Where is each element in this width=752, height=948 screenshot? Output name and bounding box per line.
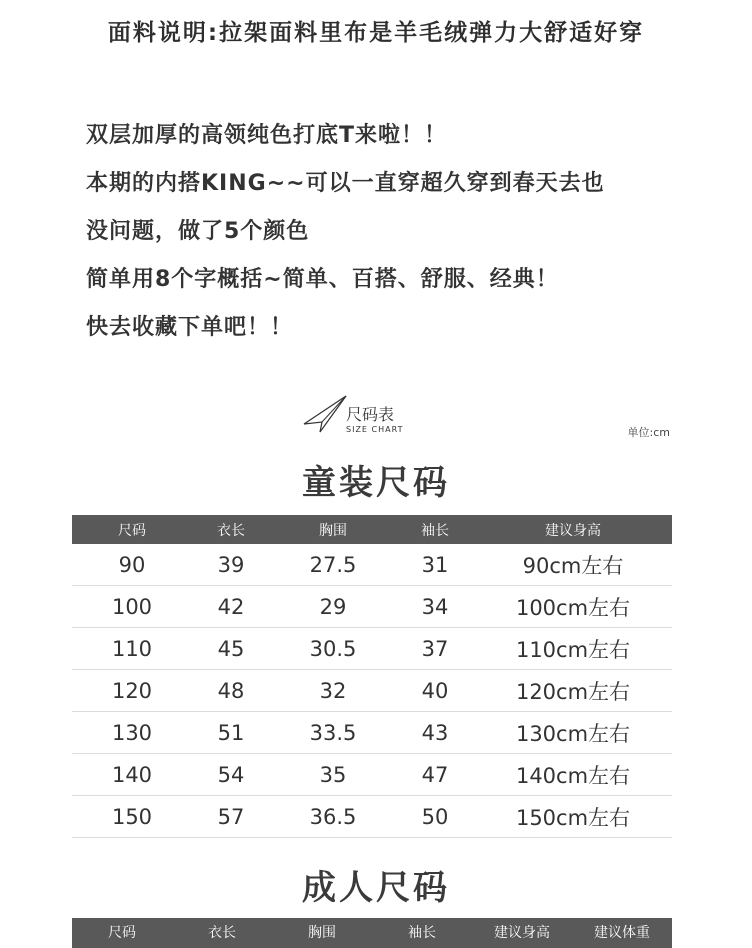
adult-size-title: 成人尺码 [302,868,450,908]
cell-size: 150 [72,796,192,838]
adult-table-header [72,918,672,948]
table-row [72,796,672,838]
cell-sleeve: 50 [396,796,474,838]
col-chest: 胸围 [270,515,396,544]
cell-height: 130cm左右 [474,712,672,754]
promo-line-3: 没问题，做了5个颜色 [86,219,310,244]
cell-sleeve: 31 [396,544,474,586]
size-chart-title: 尺码表 [346,405,395,424]
cell-chest: 33.5 [270,712,396,754]
cell-size: 120 [72,670,192,712]
kids-size-table [72,515,672,838]
adult-col-chest: 胸围 [308,925,336,941]
promo-line-2: 本期的内搭KING~~可以一直穿超久穿到春天去也 [86,171,605,196]
promo-line-4: 简单用8个字概括~简单、百搭、舒服、经典！ [86,267,559,292]
cell-length: 51 [192,712,270,754]
size-chart-subtitle: SIZE CHART [346,425,404,434]
table-header-row [72,515,672,544]
table-row [72,670,672,712]
cell-chest: 29 [270,586,396,628]
cell-length: 48 [192,670,270,712]
adult-col-weight: 建议体重 [594,925,650,941]
cell-size: 130 [72,712,192,754]
cell-height: 100cm左右 [474,586,672,628]
cell-chest: 36.5 [270,796,396,838]
cell-length: 54 [192,754,270,796]
table-row [72,712,672,754]
kids-size-title: 童装尺码 [302,463,450,503]
cell-height: 150cm左右 [474,796,672,838]
cell-size: 90 [72,544,192,586]
cell-sleeve: 43 [396,712,474,754]
adult-col-size: 尺码 [108,925,136,941]
cell-sleeve: 34 [396,586,474,628]
col-sleeve: 袖长 [396,515,474,544]
paper-plane-icon [302,394,348,434]
cell-length: 45 [192,628,270,670]
promo-line-1: 双层加厚的高领纯色打底T来啦！！ [86,123,448,148]
cell-size: 140 [72,754,192,796]
cell-length: 42 [192,586,270,628]
cell-size: 110 [72,628,192,670]
cell-height: 110cm左右 [474,628,672,670]
table-row [72,754,672,796]
cell-sleeve: 37 [396,628,474,670]
adult-col-sleeve: 袖长 [408,925,436,941]
cell-size: 100 [72,586,192,628]
promo-line-5: 快去收藏下单吧！！ [86,315,294,340]
adult-col-height: 建议身高 [494,925,550,941]
adult-col-length: 衣长 [208,925,236,941]
size-chart-header [302,394,432,440]
unit-label: 单位:cm [627,426,670,439]
promo-text [86,112,605,352]
cell-length: 39 [192,544,270,586]
cell-chest: 27.5 [270,544,396,586]
cell-height: 120cm左右 [474,670,672,712]
cell-height: 90cm左右 [474,544,672,586]
cell-height: 140cm左右 [474,754,672,796]
col-size: 尺码 [72,515,192,544]
cell-chest: 35 [270,754,396,796]
cell-chest: 32 [270,670,396,712]
cell-sleeve: 47 [396,754,474,796]
table-row [72,628,672,670]
fabric-note: 面料说明:拉架面料里布是羊毛绒弹力大舒适好穿 [107,20,645,46]
col-height: 建议身高 [474,515,672,544]
cell-length: 57 [192,796,270,838]
col-length: 衣长 [192,515,270,544]
table-row [72,544,672,586]
cell-chest: 30.5 [270,628,396,670]
cell-sleeve: 40 [396,670,474,712]
table-row [72,586,672,628]
